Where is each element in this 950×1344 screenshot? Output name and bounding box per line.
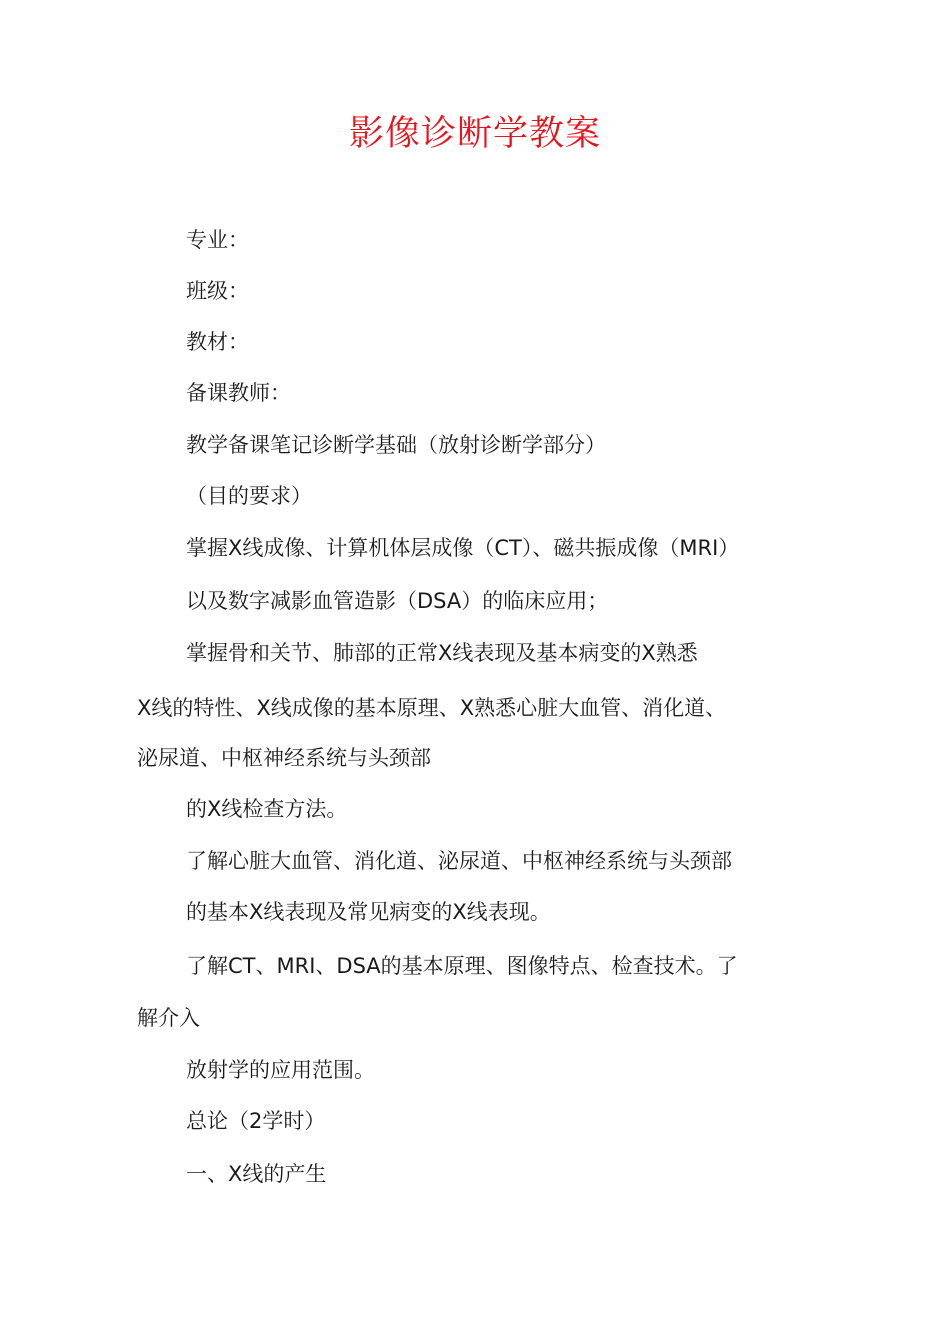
text-line: 掌握骨和关节、肺部的正常X线表现及基本病变的X熟悉 — [186, 641, 698, 665]
text-line: 了解CT、MRI、DSA的基本原理、图像特点、检查技术。了 — [186, 954, 738, 978]
text-line: 的基本X线表现及常见病变的X线表现。 — [186, 900, 551, 924]
subsection-heading: 一、X线的产生 — [186, 1162, 327, 1186]
text-line: 掌握X线成像、计算机体层成像（CT）、磁共振成像（MRI） — [186, 536, 740, 560]
section-heading: 总论（2学时） — [186, 1109, 326, 1133]
field-class: 班级： — [186, 279, 249, 303]
text-line: 以及数字减影血管造影（DSA）的临床应用； — [186, 589, 609, 613]
text-line: 教学备课笔记诊断学基础（放射诊断学部分） — [186, 433, 606, 457]
document-title: 影像诊断学教案 — [348, 114, 601, 154]
field-teacher: 备课教师： — [186, 381, 291, 405]
text-line: 泌尿道、中枢神经系统与头颈部 — [137, 746, 431, 770]
text-line: 解介入 — [137, 1006, 200, 1030]
text-line: X线的特性、X线成像的基本原理、X熟悉心脏大血管、消化道、 — [137, 696, 727, 720]
field-major: 专业： — [186, 228, 249, 252]
text-line: （目的要求） — [186, 484, 312, 508]
text-line: 的X线检查方法。 — [186, 797, 348, 821]
field-textbook: 教材： — [186, 330, 249, 354]
text-line: 了解心脏大血管、消化道、泌尿道、中枢神经系统与头颈部 — [186, 849, 732, 873]
text-line: 放射学的应用范围。 — [186, 1058, 375, 1082]
